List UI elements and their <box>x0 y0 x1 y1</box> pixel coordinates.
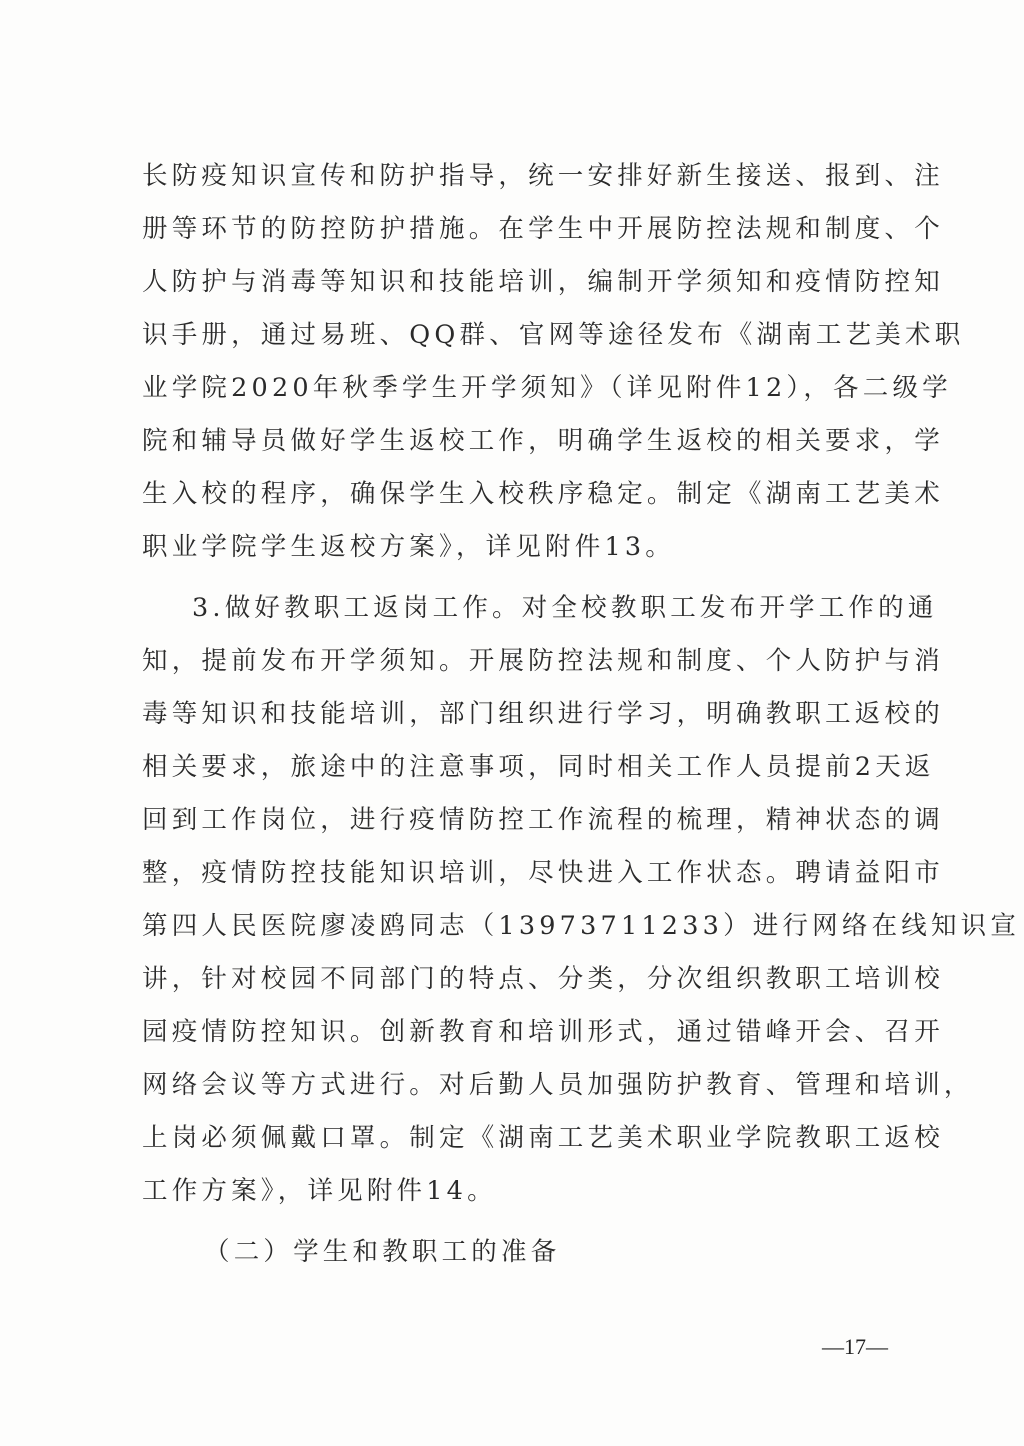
text-line: 识手册，通过易班、QQ群、官网等途径发布《湖南工艺美术职 <box>142 320 965 350</box>
text-line: 知，提前发布开学须知。开展防控法规和制度、个人防护与消 <box>142 646 944 676</box>
text-line: 工作方案》，详见附件14。 <box>142 1176 497 1206</box>
paragraph-first-line: 3.做好教职工返岗工作。对全校教职工发布开学工作的通 <box>192 593 938 623</box>
text-line: 园疫情防控知识。创新教育和培训形式，通过错峰开会、召开 <box>142 1017 944 1047</box>
text-line: 上岗必须佩戴口罩。制定《湖南工艺美术职业学院教职工返校 <box>142 1123 944 1153</box>
text-line: 相关要求，旅途中的注意事项，同时相关工作人员提前2天返 <box>142 752 935 782</box>
text-line: 院和辅导员做好学生返校工作，明确学生返校的相关要求，学 <box>142 426 944 456</box>
text-line: 册等环节的防控防护措施。在学生中开展防控法规和制度、个 <box>142 214 944 244</box>
text-line: 业学院2020年秋季学生开学须知》（详见附件12），各二级学 <box>142 373 952 403</box>
section-heading: （二）学生和教职工的准备 <box>204 1237 561 1267</box>
text-line: 人防护与消毒等知识和技能培训，编制开学须知和疫情防控知 <box>142 267 944 297</box>
text-line: 长防疫知识宣传和防护指导，统一安排好新生接送、报到、注 <box>142 161 944 191</box>
text-line: 第四人民医院廖凌鸥同志（13973711233）进行网络在线知识宣 <box>142 911 1021 941</box>
text-line: 整，疫情防控技能知识培训，尽快进入工作状态。聘请益阳市 <box>142 858 944 888</box>
text-line: 网络会议等方式进行。对后勤人员加强防护教育、管理和培训， <box>142 1070 974 1100</box>
text-line: 讲，针对校园不同部门的特点、分类，分次组织教职工培训校 <box>142 964 944 994</box>
text-line: 职业学院学生返校方案》，详见附件13。 <box>142 532 675 562</box>
text-line: 回到工作岗位，进行疫情防控工作流程的梳理，精神状态的调 <box>142 805 944 835</box>
page-number: —17— <box>822 1334 888 1359</box>
body-text <box>142 150 1021 1279</box>
text-line: 生入校的程序，确保学生入校秩序稳定。制定《湖南工艺美术 <box>142 479 944 509</box>
text-line: 毒等知识和技能培训，部门组织进行学习，明确教职工返校的 <box>142 699 944 729</box>
